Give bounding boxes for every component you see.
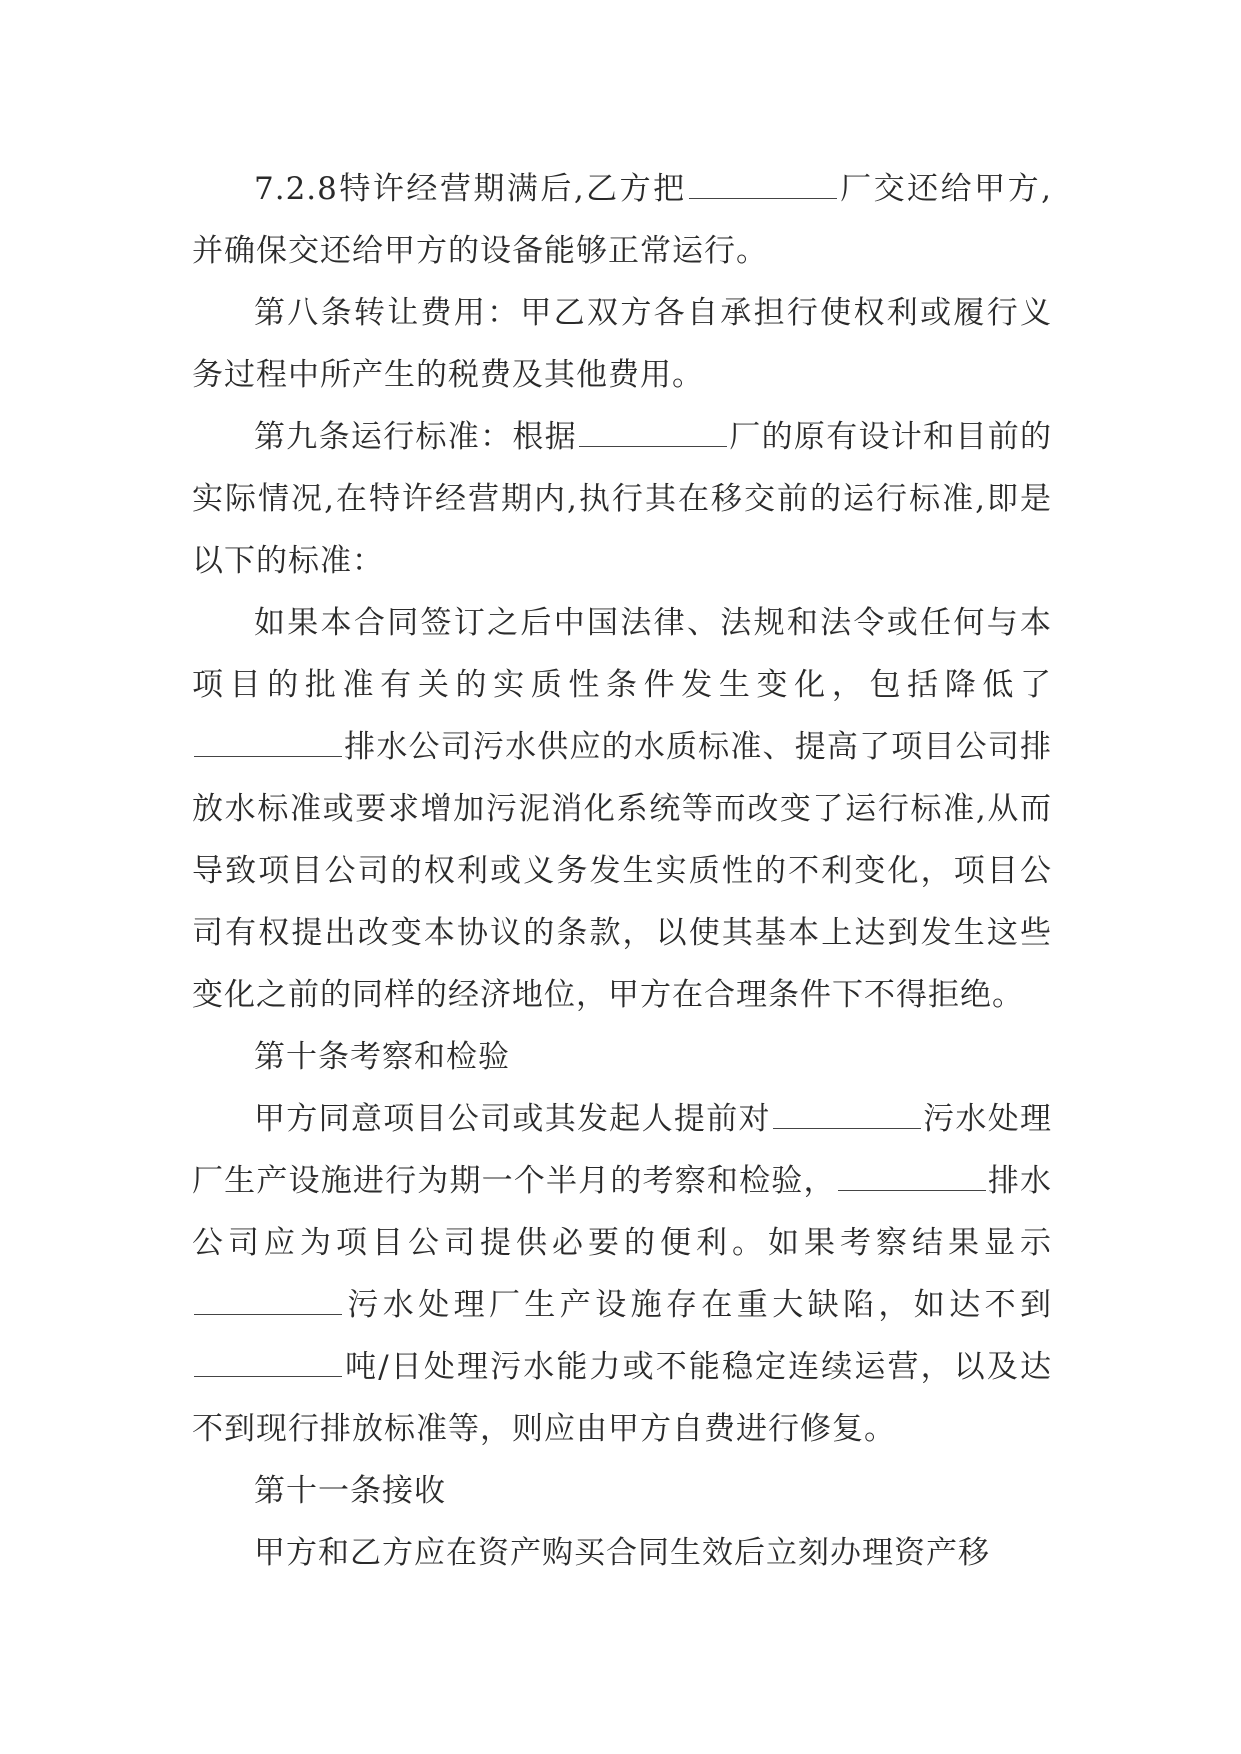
text-segment: 厂的原有设计和目前的实际情况,在特许经营期内,执行其在移交前的运行标准,即是以下的标准： xyxy=(192,419,1052,579)
blank-line xyxy=(689,172,837,199)
text-segment: 第十一条接收 xyxy=(254,1473,446,1509)
text-segment: 甲方和乙方应在资产购买合同生效后立刻办理资产移 xyxy=(254,1535,990,1571)
paragraph-law-change xyxy=(192,592,1052,1026)
text-segment: 甲方同意项目公司或其发起人提前对 xyxy=(254,1101,771,1137)
paragraph-article-8 xyxy=(192,282,1052,406)
blank-line xyxy=(194,730,342,757)
paragraph-7-2-8 xyxy=(192,158,1052,282)
blank-line xyxy=(838,1164,986,1191)
paragraph-inspection xyxy=(192,1088,1052,1460)
paragraph-article-9 xyxy=(192,406,1052,592)
heading-article-11 xyxy=(192,1460,1052,1522)
paragraph-handover xyxy=(192,1522,1052,1584)
heading-article-10 xyxy=(192,1026,1052,1088)
text-segment: 第八条转让费用：甲乙双方各自承担行使权利或履行义务过程中所产生的税费及其他费用。 xyxy=(192,295,1052,393)
text-segment: 第九条运行标准：根据 xyxy=(254,419,577,455)
text-segment: 7.2.8特许经营期满后,乙方把 xyxy=(254,171,687,207)
text-segment: 吨/日处理污水能力或不能稳定连续运营，以及达不到现行排放标准等，则应由甲方自费进行修复。 xyxy=(192,1349,1052,1447)
text-segment: 第十条考察和检验 xyxy=(254,1039,510,1075)
blank-line xyxy=(579,420,727,447)
text-segment: 排水公司污水供应的水质标准、提高了项目公司排放水标准或要求增加污泥消化系统等而改变了运行标准,从而导致项目公司的权利或义务发生实质性的不利变化，项目公司有权提出改变本协议的条款，以使其基本上达到发生这些变化之前的同样的经济地位，甲方在合理条件下不得拒绝。 xyxy=(192,729,1052,1013)
blank-line xyxy=(194,1288,342,1315)
text-segment: 如果本合同签订之后中国法律、法规和法令或任何与本项目的批准有关的实质性条件发生变化，包括降低了 xyxy=(192,605,1052,703)
text-segment: 厂交还给甲方,并确保交还给甲方的设备能够正常运行。 xyxy=(192,171,1052,269)
text-segment: 污水处理厂生产设施进行为期一个半月的考察和检验， xyxy=(192,1101,1053,1199)
text-segment: 污水处理厂生产设施存在重大缺陷，如达不到 xyxy=(344,1287,1052,1323)
blank-line xyxy=(773,1102,921,1129)
blank-line xyxy=(194,1350,342,1377)
document-body xyxy=(192,158,1052,1584)
text-segment: 排水公司应为项目公司提供必要的便利。如果考察结果显示 xyxy=(192,1163,1053,1261)
